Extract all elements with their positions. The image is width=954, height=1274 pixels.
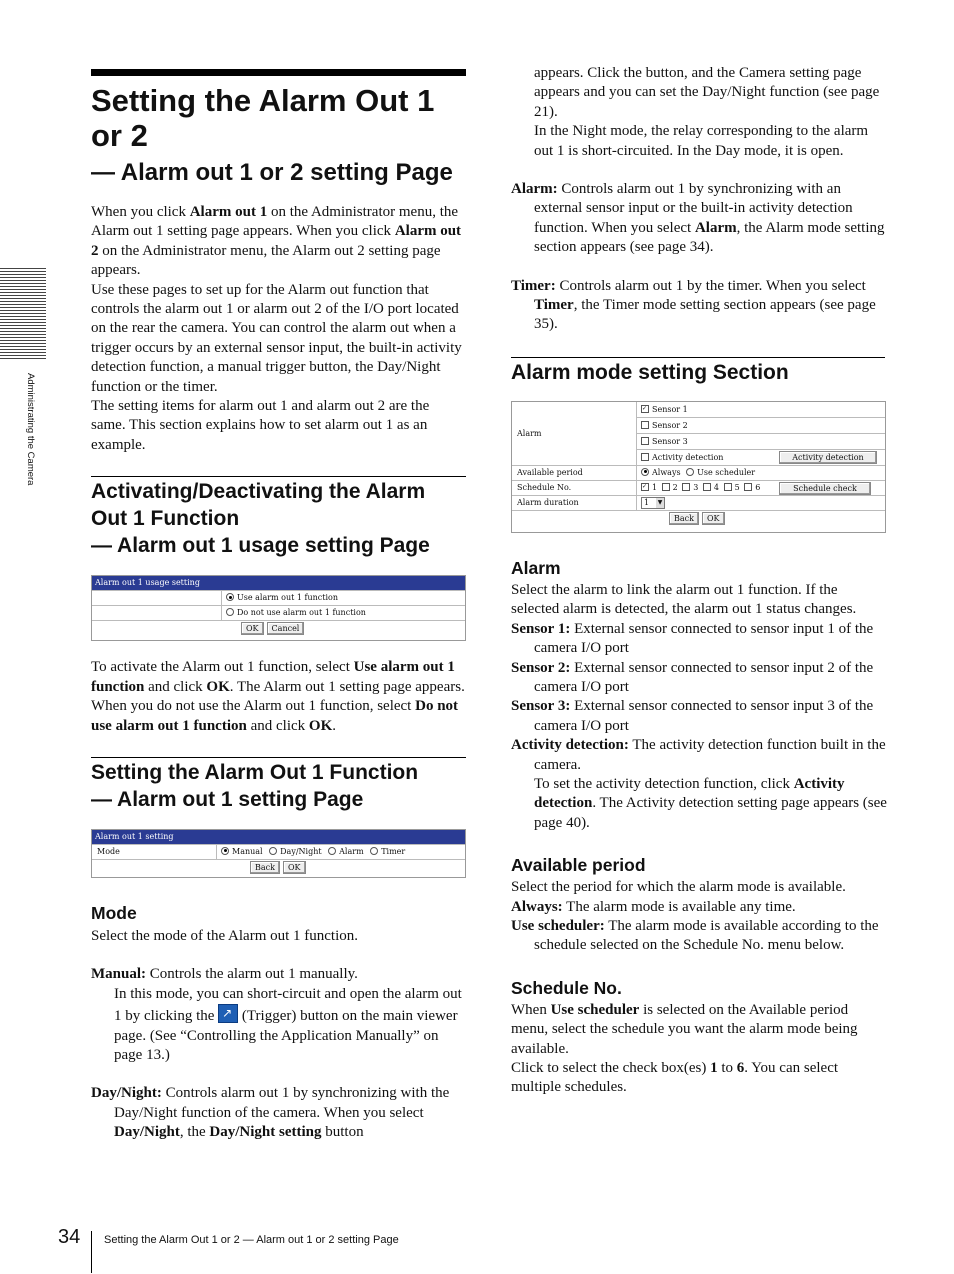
alarm-out-setting-header: Alarm out 1 setting [92, 830, 465, 844]
usage-setting-header: Alarm out 1 usage setting [92, 576, 465, 590]
sensor3-label: Sensor 3 [652, 436, 688, 446]
footer-divider [91, 1231, 92, 1273]
mode-heading: Mode [91, 902, 137, 923]
schedule-label: Schedule No. [512, 481, 637, 495]
radio-use-icon[interactable] [226, 593, 234, 601]
mode-intro: Select the mode of the Alarm out 1 function. [91, 927, 359, 944]
duration-select[interactable]: 1 ▼ [641, 497, 665, 509]
usage-setting-screenshot [91, 575, 466, 641]
manual-entry: Manual: Controls the alarm out 1 manually. [91, 966, 358, 983]
alarm-entry: Alarm: Controls alarm out 1 by synchronizing with an external sensor input or the built-in activity detection function. When you select Alarm, the Alarm mode setting section appears (see page 34). [511, 181, 885, 256]
alarm-mode-heading: Alarm mode setting Section [511, 357, 885, 386]
activate-paragraph-2: When you do not use the Alarm out 1 function, select Do not use alarm out 1 function and click OK. [91, 698, 459, 734]
radio-daynight-icon[interactable] [269, 847, 277, 855]
running-footer: Setting the Alarm Out 1 or 2 — Alarm out 1 or 2 setting Page [104, 1234, 399, 1246]
sensor1-label: Sensor 1 [652, 404, 688, 414]
manual-detail: In this mode, you can short-circuit and open the alarm out 1 by clicking the ↗ (Trigger) button on the main viewer page. (See “Controlling the Application Manually” on page 13.) [91, 985, 466, 1066]
activity-detail: To set the activity detection function, click Activity detection. The Activity detection setting page appears (see page 40). [534, 775, 887, 831]
ok-button[interactable]: OK [283, 861, 306, 874]
radio-manual-icon[interactable] [221, 847, 229, 855]
use-scheduler-entry: Use scheduler: The alarm mode is available according to the schedule selected on the Schedule No. menu below. [511, 917, 879, 954]
activity-detection-button[interactable]: Activity detection [779, 451, 877, 464]
cancel-button[interactable]: Cancel [267, 622, 305, 635]
left-column [91, 69, 466, 1143]
daynight-night-mode: In the Night mode, the relay corresponding to the alarm out 1 is short-circuited. In the Day mode, it is open. [534, 123, 869, 159]
activate-paragraph-1: To activate the Alarm out 1 function, select Use alarm out 1 function and click OK. The Alarm out 1 setting page appears. [91, 659, 465, 695]
title-rule [91, 69, 466, 76]
alarm-subheading: Alarm [511, 557, 561, 578]
right-column [511, 64, 887, 1098]
schedule-subheading: Schedule No. [511, 977, 622, 998]
schedule-paragraph-2: Click to select the check box(es) 1 to 6. You can select multiple schedules. [511, 1060, 839, 1096]
sensor1-checkbox-icon[interactable] [641, 405, 649, 413]
ok-button[interactable]: OK [241, 622, 264, 635]
option-not-use-alarm: Do not use alarm out 1 function [237, 608, 366, 618]
ok-button[interactable]: OK [702, 512, 725, 525]
sensor3-checkbox-icon[interactable] [641, 437, 649, 445]
sensor1-entry: Sensor 1: External sensor connected to sensor input 1 of the camera I/O port [511, 620, 874, 657]
activate-heading: Activating/Deactivating the Alarm Out 1 Function — Alarm out 1 usage setting Page [91, 476, 466, 559]
use-scheduler-label: Use scheduler [697, 467, 756, 477]
sensor2-label: Sensor 2 [652, 420, 688, 430]
radio-alarm-icon[interactable] [328, 847, 336, 855]
alarm-mode-screenshot: Alarm ✓Sensor 1 Sensor 2 Sensor 3 Activity detection Activity detection Available period Always Use scheduler Schedule No. ✓ 1 2 3 4 5 6 Schedule check Alarm duration 1 ▼ Back OK [511, 401, 886, 533]
option-manual: Manual [232, 846, 263, 856]
duration-label: Alarm duration [512, 496, 637, 510]
option-timer: Timer [381, 846, 406, 856]
intro-paragraph-3: The setting items for alarm out 1 and alarm out 2 are the same. This section explains how to set alarm out 1 as an example. [91, 398, 430, 453]
option-daynight: Day/Night [280, 846, 322, 856]
page-number: 34 [58, 1226, 81, 1248]
scheduler-radio-icon[interactable] [686, 468, 694, 476]
activity-checkbox-icon[interactable] [641, 453, 649, 461]
option-alarm: Alarm [339, 846, 364, 856]
alarm-label: Alarm [512, 402, 637, 465]
schedule1-checkbox-icon[interactable] [641, 483, 649, 491]
sensor2-entry: Sensor 2: External sensor connected to sensor input 2 of the camera I/O port [511, 659, 874, 695]
sensor3-entry: Sensor 3: External sensor connected to sensor input 3 of the camera I/O port [511, 698, 874, 734]
activity-entry: Activity detection: The activity detection function built in the camera. [511, 737, 886, 773]
alarm-intro: Select the alarm to link the alarm out 1 function. If the selected alarm is detected, the alarm out 1 status changes. [511, 581, 857, 618]
setting-heading: Setting the Alarm Out 1 Function — Alarm out 1 setting Page [91, 757, 466, 813]
schedule4-checkbox-icon[interactable] [703, 483, 711, 491]
schedule2-checkbox-icon[interactable] [662, 483, 670, 491]
trigger-icon [218, 1004, 238, 1023]
mode-label: Mode [92, 845, 217, 859]
radio-not-use-icon[interactable] [226, 608, 234, 616]
intro-paragraph-2: Use these pages to set up for the Alarm out function that controls the alarm out 1 or alarm out 2 of the I/O port located on the rear the camera. You can control the alarm out when a trigger occurs by an external sensor input, the built-in activity detection function, a manual trigger button, the Day/Night function or the timer. [91, 281, 462, 395]
period-intro: Select the period for which the alarm mode is available. [511, 879, 846, 896]
schedule-check-button[interactable]: Schedule check [779, 482, 871, 495]
radio-timer-icon[interactable] [370, 847, 378, 855]
period-subheading: Available period [511, 855, 646, 876]
always-label: Always [652, 467, 681, 477]
schedule6-checkbox-icon[interactable] [744, 483, 752, 491]
daynight-entry: Day/Night: Controls alarm out 1 by synchronizing with the Day/Night function of the camera. When you select Day/Night, the Day/Night setting button [91, 1085, 450, 1141]
always-radio-icon[interactable] [641, 468, 649, 476]
activity-label: Activity detection [652, 452, 724, 462]
schedule3-checkbox-icon[interactable] [682, 483, 690, 491]
section-tab-marker [0, 268, 46, 360]
always-entry: Always: The alarm mode is available any time. [511, 898, 796, 915]
back-button[interactable]: Back [250, 861, 280, 874]
intro-paragraph-1: When you click Alarm out 1 on the Administrator menu, the Alarm out 1 setting page appears. When you click Alarm out 2 on the Administrator menu, the Alarm out 2 setting page appears. [91, 204, 462, 279]
page-subtitle: — Alarm out 1 or 2 setting Page [91, 159, 453, 186]
back-button[interactable]: Back [669, 512, 699, 525]
sidebar-section-label: Administrating the Camera [25, 373, 36, 486]
timer-entry: Timer: Controls alarm out 1 by the timer. When you select Timer, the Timer mode setting section appears (see page 35). [511, 277, 876, 333]
daynight-continued: appears. Click the button, and the Camera setting page appears and you can set the Day/Night function (see page 21). [534, 65, 880, 120]
sensor2-checkbox-icon[interactable] [641, 421, 649, 429]
option-use-alarm: Use alarm out 1 function [237, 593, 339, 603]
schedule-paragraph-1: When Use scheduler is selected on the Available period menu, select the schedule you want the alarm mode being available. [511, 1001, 858, 1057]
period-label: Available period [512, 466, 637, 480]
alarm-out-setting-screenshot [91, 829, 466, 878]
schedule5-checkbox-icon[interactable] [724, 483, 732, 491]
page-title: Setting the Alarm Out 1 or 2 [91, 83, 435, 153]
dropdown-arrow-icon: ▼ [657, 498, 663, 506]
